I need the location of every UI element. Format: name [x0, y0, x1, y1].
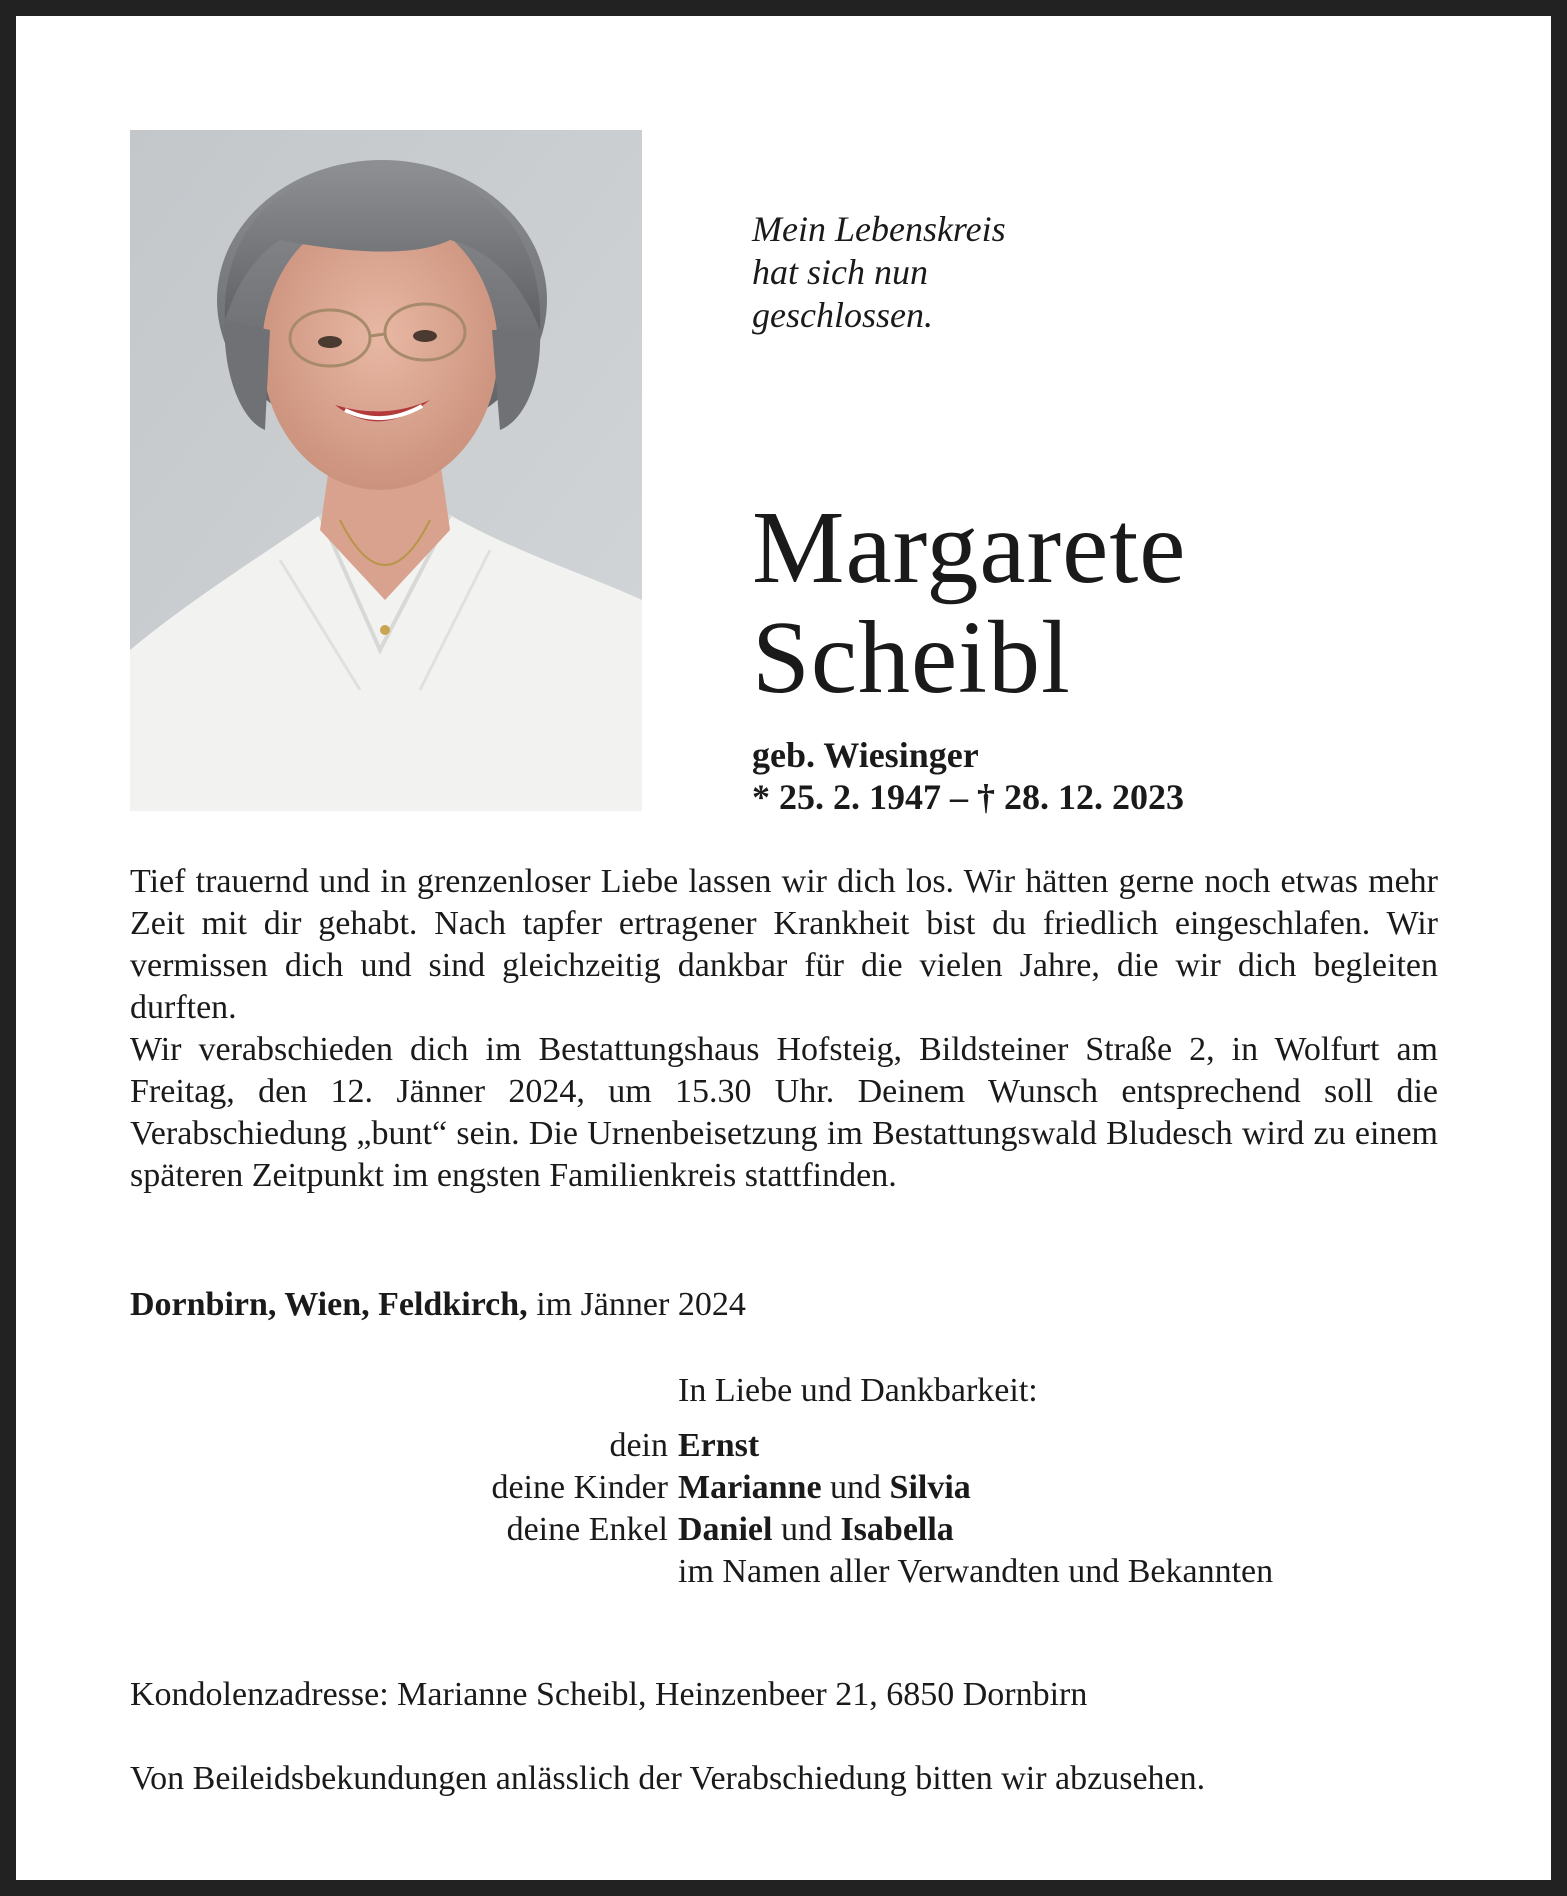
child-name: Marianne	[678, 1469, 822, 1506]
motto-line: geschlossen.	[752, 295, 933, 335]
condolence-notice: Von Beileidsbekundungen anlässlich der Verabschiedung bitten wir abzusehen.	[130, 1760, 1206, 1797]
conjunction: und	[830, 1469, 882, 1506]
motto-quote	[752, 208, 1006, 337]
date: im Jänner 2024	[536, 1286, 746, 1323]
places: Dornbirn, Wien, Feldkirch,	[130, 1286, 528, 1323]
obituary-text	[130, 861, 1438, 1197]
conjunction: und	[780, 1511, 832, 1548]
motto-line: Mein Lebenskreis	[752, 209, 1006, 249]
signoff-closing: im Namen aller Verwandten und Bekannten	[678, 1553, 1274, 1590]
motto-line: hat sich nun	[752, 252, 928, 292]
obituary-paragraph: Wir verabschieden dich im Bestattungshaus Hofsteig, Bildsteiner Straße 2, in Wolfurt am Freitag, den 12. Jänner 2024, um 15.30 Uhr. Deinem Wunsch entsprechend soll die Verabschiedung „bunt“ sein. Die Urnenbeisetzung im Bestattungswald Bludesch wird zu einem späteren Zeitpunkt im engsten Familienkreis stattfinden.	[130, 1031, 1438, 1194]
grandchild-name: Daniel	[678, 1511, 773, 1548]
portrait-photo	[130, 130, 642, 811]
last-name: Scheibl	[752, 600, 1071, 715]
place-date	[130, 1284, 746, 1326]
deceased-details	[752, 734, 1184, 818]
obituary-paragraph: Tief trauernd und in grenzenloser Liebe lassen wir dich los. Wir hätten gerne noch etwas mehr Zeit mit dir gehabt. Nach tapfer ertragener Krankheit bist du friedlich eingeschlafen. Wir vermissen dich und sind gleichzeitig dankbar für die vielen Jahre, die wir dich begleiten durften.	[130, 863, 1438, 1026]
life-dates: * 25. 2. 1947 – † 28. 12. 2023	[752, 777, 1184, 817]
first-name: Margarete	[752, 490, 1187, 605]
child-name: Silvia	[889, 1469, 971, 1506]
deceased-name	[752, 490, 1187, 715]
grandchildren-label: deine Enkel	[506, 1511, 668, 1548]
children-label: deine Kinder	[491, 1469, 668, 1506]
husband-label: dein	[609, 1427, 668, 1464]
condolence-address: Kondolenzadresse: Marianne Scheibl, Heinzenbeer 21, 6850 Dornbirn	[130, 1676, 1088, 1713]
grandchild-name: Isabella	[840, 1511, 954, 1548]
maiden-name: geb. Wiesinger	[752, 735, 979, 775]
signoff	[0, 1370, 1567, 1593]
signoff-intro: In Liebe und Dankbarkeit:	[678, 1372, 1038, 1409]
husband-name: Ernst	[678, 1427, 760, 1464]
